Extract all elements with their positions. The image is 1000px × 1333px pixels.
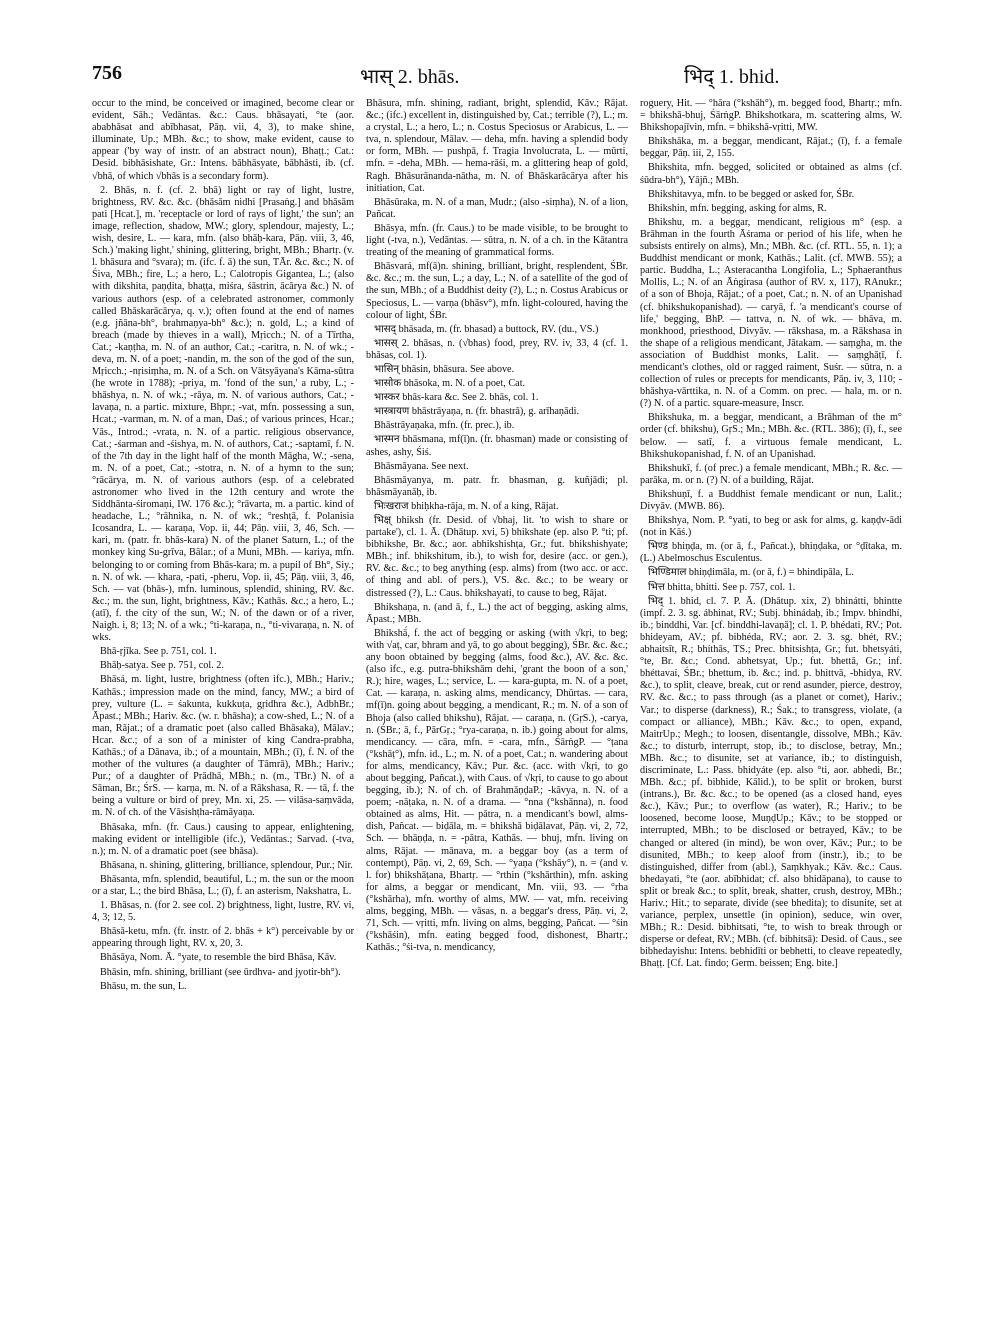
dictionary-entry: roguery, Hit. — °hāra (°kshāh°), m. begged food, Bhartṛ.; mfn. = bhikshā-bhuj, ŚārṅgP. Bhikshotkara, m. scattering alms, W. Bhikshopajīvin, mfn. = bhikshā-vṛitti, MW. (640, 98, 902, 134)
dictionary-entry: Bhāsūraka, m. N. of a man, Mudr.; (also -siṃha), N. of a lion, Pañcat. (366, 196, 628, 220)
dictionary-entry: 1. Bhāsas, n. (for 2. see col. 2) brightness, light, lustre, RV. vi, 4, 3; 12, 5. (92, 900, 354, 924)
dictionary-entry: Bhāsvará, mf(ā)n. shining, brilliant, bright, resplendent, ŚBr. &c. &c.; m. the sun, L.; a day, L.; N. of a satellite of the god of the sun, MBh.; of a Buddhist deity (?), L.; n. Costus Arabicus or Speciosus, L. — varṇa (bhāsv°), mfn. light-coloured, having the colour of light, ŚBr. (366, 261, 628, 321)
dictionary-entry: Bhā-ṛjīka. See p. 751, col. 1. (100, 646, 217, 658)
dictionary-entry: भासोक bhāsoka, m. N. of a poet, Cat. (374, 378, 526, 390)
page-header (92, 62, 912, 90)
dictionary-entry: Bhāsu, m. the sun, L. (100, 980, 187, 992)
dictionary-entry: Bhāsura, mfn. shining, radiant, bright, splendid, Kāv.; Rājat. &c.; (ifc.) excellent in, distinguished by, Cat.; terrible (?), L.; m. a crystal, L.; a hero, L.; n. Costus Speciosus or Arabicus, L. — tva, n. splendour, Mālav. — deha, mfn. having a splendid body or form, MBh. — pushpā, f. Tragia Involucrata, L. — mūrti, mfn. = -deha, MBh. — hema-rāśi, m. a glittering heap of gold, Ragh. Bhāsurānanda-nātha, m. N. of Bhāskarācārya after his initiation, Cat. (366, 98, 628, 194)
dictionary-entry: भासस् 2. bhāsas, n. (√bhas) food, prey, RV. iv, 33, 4 (cf. 1. bhāsas, col. 1). (366, 337, 628, 361)
dictionary-entry: भास्मन bhāsmana, mf(ī)n. (fr. bhasman) made or consisting of ashes, ashy, Śiś. (366, 434, 628, 458)
dictionary-entry: भासद् bhāsada, m. (fr. bhasad) a buttock, RV. (du., VS.) (374, 323, 599, 335)
dictionary-entry: भिक्ष् bhiksh (fr. Desid. of √bhaj, lit. 'to wish to share or partake'), cl. 1. Ā. (Dhātup. xvi, 5) bhikshate (ep. also P. °ti; pf. bibhikshe, Br. &c.; aor. abhikshishṭa, Gr.; fut. bhikshishyate; MBh.; inf. bhikshitum, ib.), to wish for, desire (acc. or gen.), RV. &c. &c.; to beg anything (esp. alms) from (two acc. or acc. of thing and abl. of pers.), VS. &c. &c.; to be weary or distressed (?), L.: Caus. bhikshayati, to cause to beg, Rājat. (366, 515, 628, 599)
column-left (92, 98, 354, 1323)
dictionary-entry: Bhāsana, n. shining, glittering, brilliance, splendour, Pur.; Nir. (100, 859, 353, 871)
column-right (640, 98, 902, 1323)
dictionary-entry: भास्कर bhās-kara &c. See 2. bhās, col. 1. (374, 392, 539, 404)
dictionary-entry: Bhikshya, Nom. P. °yati, to beg or ask for alms, g. kaṇḍv-ādi (not in Kāś.) (640, 515, 902, 539)
right-headword: भिद् 1. bhid. (684, 66, 780, 88)
dictionary-entry: 2. Bhās, n. f. (cf. 2. bhā) light or ray of light, lustre, brightness, RV. &c. &c. (bhāsām nidhi [Prasaṅg.] and bhāsām pati [Hcat.], m. 'receptacle or lord of rays of light,' the sun'; an image, reflection, shadow, MW.; glory, splendour, majesty, L.; wish, desire, L. — kara, mfn. (also bhāḥ-kara, Pāṇ. viii, 3, 46, Sch.) 'making light,' shining, glittering, bright, MBh.; Bhartṛ. (v. l. bhāsura and °svara); m. (ifc. f. ā) the sun, TĀr. &c. &c.; N. of Śiva, MBh.; fire, L.; a hero, L.; Calotropis Gigantea, L.; (also with dikshita, paṇḍita, bhaṭṭa, miśra, śāstrin, ācārya &c.) N. of various authors (esp. of a celebrated astronomer, commonly called Bhāskarācārya, q. v.); often found at the end of names (e.g. jñāna-bh°, brahmaṇya-bh° &c.); n. gold, L.; a kind of breach (made by thieves in a wall), Mṛicch.; N. of a Tīrtha, Cat.; -kaṇṭha, m. N. of an author, Cat.; -caritra, n. N. of wk.; -deva, m. N. of a poet; -nandin, m. the son of the god of the sun, Mṛicch.; -nṛisiṃha, m. N. of a Sch. on Vātsyāyana's Kāma-sūtra (he wrote in 1788); -priya, m. 'fond of the sun,' a ruby, L.; -bhāshya, n. N. of wk.; -rāya, m. N. of various authors, Cat.; -lavaṇa, n. a partic. mixture, Bhpr.; -vat, mfn. possessing a sun, Hcat.; -varman, m. N. of a man, Daś.; of various princes, Hcar.; Vās., Introd.; -vrata, n. N. of a partic. religious observance, Cat.; -śarman and -śishya, m. N. of authors, Cat.; -saptamī, f. N. of the 7th day in the light half of the month Māgha, W.; -sena, m. N. of a poet, Cat.; -stotra, n. N. of a hymn to the sun; °rācārya, m. N. of various authors (esp. of a celebrated astronomer who lived in the 12th century and wrote the Siddhānta-śiromaṇi, IW. 176 &c.); °rāvarta, m. a partic. kind of headache, L.; °rāhnika, n. N. of wk.; °reshṭā, f. Polanisia Icosandra, L. — karaṇa, Vop. ii, 44; Pāṇ. viii, 3, 46, Sch. — kari, m. (patr. fr. bhās-kara) N. of the planet Saturn, L.; of the monkey king Su-grīva, Bālar.; of a Muni, MBh. — kariya, mfn. belonging to or coming from Bhās-kara; m. a pupil of Bh°, Siy.; n. N. of wk. — khara, -pati, -pheru, Vop. ii, 45; Pāṇ. viii, 3, 46, Sch. — vat (bhās-), mfn. luminous, splendid, shining, RV. &c. &c.; m. the sun, light, brightness, Kāv.; Kathās. &c.; a hero, L.; (atī), f. the city of the sun, W.; N. of the dawn or of a river, Naigh. i, 8; 13; N. of a wk.; °ti-karaṇa, n., °ti-vivaraṇa, n. N. of wks. (92, 184, 354, 644)
dictionary-entry: भिण्डिमाल bhiṇḍimāla, m. (or ā, f.) = bhindipāla, L. (648, 567, 854, 579)
dictionary-entry: भित्त bhitta, bhitti. See p. 757, col. 1. (648, 581, 796, 593)
dictionary-entry: Bhāsāya, Nom. Ā. °yate, to resemble the bird Bhāsa, Kāv. (100, 952, 337, 964)
dictionary-entry: भास्त्रायण bhāstrāyaṇa, n. (fr. bhastrā), g. arīhaṇādi. (374, 406, 580, 418)
dictionary-entry: Bhikshaṇa, n. (and ā, f., L.) the act of begging, asking alms, Āpast.; MBh. (366, 601, 628, 625)
dictionary-entry: Bhāsaka, mfn. (fr. Caus.) causing to appear, enlightening, making evident or intelligible (ifc.), Vedāntas.; Sarvad. (-tva, n.); m. N. of a dramatic poet (see bhāsa). (92, 821, 354, 857)
dictionary-entry: Bhāsā-ketu, mfn. (fr. instr. of 2. bhās + k°) perceivable by or appearing through light, RV. x, 20, 3. (92, 926, 354, 950)
dictionary-entry: Bhikshuka, m. a beggar, mendicant, a Brāhman of the m° order (cf. bhikshu), GṛS.; Mn.; MBh. &c. (RTL. 386); (ī), f., see below. — satī, f. a virtuous female mendicant, L. Bhikshukopanishad, f. N. of an Upanishad. (640, 412, 902, 460)
dictionary-entry: Bhāsmāyana. See next. (374, 460, 469, 472)
dictionary-entry: Bhāḥ-satya. See p. 751, col. 2. (100, 660, 224, 672)
dictionary-entry: occur to the mind, be conceived or imagined, become clear or evident, Sāh.; Vedāntas. &c.: Caus. bhāsayati, °te (aor. ababhāsat and abībhasat, Pāṇ. vii, 4, 3), to make shine, illuminate, Up.; MBh. &c.; to show, make evident, cause to appear ('by way of instr. of an abstract noun), Bhaṭṭ.; Cat.: Desid. bibhāsishate, Gr.: Intens. bābhāsyate, bābhāsti, ib. (cf. √bhā, of which √bhās is a secondary form). (92, 98, 354, 182)
dictionary-entry: भिद् 1. bhid, cl. 7. P. Ā. (Dhātup. xix, 2) bhinátti, bhintte (impf. 2. 3. sg. ábhinat, RV.; Subj. bhinádaḥ, ib.; Impv. bhindhí, ib.; binddhi, Var. [cf. binddhi-lavaṇā]; cl. 1. P. bhédati, RV.; Pot. bhideyam, AV.; pf. bibhéda, RV.; aor. 2. 3. sg. bhét, RV.; abhaitsīt, R.; bhíthās, TS.; Prec. bhitsishṭa, Gr.; fut. bhetsyáti, °te, Br. &c.; Cond. abhetsyat, Up.; fut. bhettā, Gr.; inf. bhéttavaí, ŚBr.; bhettum, ib. &c.; ind. p. bhittvā, -bhidya, RV. &c.), to split, cleave, break, cut or rend asunder, pierce, destroy, RV. &c. &c.; to pass through (as a planet or comet), Hariv.; Var.; to disperse (darkness), R.; Śak.; to transgress, violate, (a compact or alliance), MBh.; Kāv. &c.; to open, expand, MaitrUp.; Megh.; to loosen, disentangle, dissolve, MBh.; Kāv. &c.; to disturb, interrupt, stop, ib.; to disclose, betray, Mn.; MBh. &c.; to disunite, set at variance, ib.; to distinguish, discriminate, L.: Pass. bhidyáte (ep. also °ti, aor. abhedi, Br.; MBh. &c.; pf. bibhide, Kālid.), to be split or broken, burst (intrans.), Br. &c. &c.; to be opened (as a closed hand, eyes &c.), Kāv.; Pur.; to overflow (as water), R.; Hariv.; to be loosened, become loose, MuṇḍUp.; Kāv.; to be stopped or interrupted, MBh.; to be disclosed or betrayed, Kāv.; to be changed or altered (in mind), be won over, Kāv.; Pur.; to be disunited, MBh.; to keep aloof from (instr.), ib.; to be distinguished, differ from (abl.), Saṃkhyak.; Kāv. &c.: Caus. bhedayati, °te (aor. abībhidat; cf. also bhidāpana), to cause to split or break &c.; to split, break, shatter, crush, destroy, MBh.; Hariv.; Hit.; to separate, divide (see bhedita); to disunite, set at variance, perplex, unsettle (in opinion), seduce, win over, MBh.; R.: Desid. bibhitsati, °te, to wish to break through or disperse or defeat, RV.; MBh. (cf. bibhitsā): Desid. of Caus., see bibhedayishu: Intens. bebhidīti or bebhetti, to cleave repeatedly, Bhaṭṭ. [Cf. Lat. findo; Germ. beissen; Eng. bite.] (640, 595, 902, 970)
page-number: 756 (92, 62, 122, 84)
dictionary-entry: Bhikshā́, f. the act of begging or asking (with √kṛi, to beg; with √aṭ, car, bhram and yā, to go about begging), ŚBr. &c. &c.; any boon obtained by begging (alms, food &c.), AV. &c. &c. (also ifc., e.g. putra-bhikshām dehi, 'grant the boon of a son,' R.); hire, wages, L.; service, L. — kara-gupta, m. N. of a poet, Cat. — karaṇa, n. asking alms, mendicancy, Dhūrtas. — cara, mf(ī)n. going about begging, a mendicant, R.; m. N. of a son of Bhoja (also called bhikshu), Rājat. — caraṇa, n. (GṛS.), -carya, n. (ŚBr.; ā, f., PārGṛ.; °rya-caraṇa, n. ib.) going about for alms, mendicancy. — cāra, mfn. = -cara, mfn., ŚārṅgP. — °ṭana (°kshāṭ°), mfn. id., L.; m. N. of a poet, Cat.; n. wandering about for alms, mendicancy, Kāv.; Pur. &c. (acc. with √kṛi, to go about begging, Pañcat.), with Caus. of √kṛi, to cause to go about begging, ib.); N. of ch. of BrahmāṇḍaP.; -kāvya, n. N. of a poem; -nāṭaka, n. N. of a drama. — °nna (°kshānna), n. food obtained as alms, Hit. — pātra, n. a mendicant's bowl, alms-dish, Pañcat. — biḍāla, m. = bhikshā biḍālavat, Pāṇ. vi, 2, 72, Sch. — bhāṇḍa, n. = -pātra, Kathās. — bhuj, mfn. living on alms, Rājat. — mānava, m. a beggar boy (as a term of contempt), Pāṇ. vi, 2, 69, Sch. — °yaṇa (°kshāy°), n. = (and v. l. for) bhikshāṭana, Bhartṛ. — °rthin (°kshārthin), mfn. asking for alms, a beggar or mendicant, Mn. viii, 93. — °rha (°kshārha), mfn. worthy of alms, MW. — vat, mfn. receiving alms, begging, MBh. — vāsas, n. a beggar's dress, Pāṇ. vi, 2, 71, Sch. — vṛitti, mfn. living on alms, begging, Pañcat. — °śin (°kshāśin), mfn. eating begged food, dishonest, Bhartṛ.; Kathās.; °śi-tva, n. mendicancy, (366, 627, 628, 954)
dictionary-entry: भिःखराज bhiḥkha-rāja, m. N. of a king, Rājat. (374, 500, 559, 512)
dictionary-entry: Bhikshukī, f. (of prec.) a female mendicant, MBh.; R. &c. — parāka, m. or n. (?) N. of a building, Rājat. (640, 462, 902, 486)
dictionary-entry: Bhāsanta, mfn. splendid, beautiful, L.; m. the sun or the moon or a star, L.; the bird Bhāsa, L.; (ī), f. an asterism, Nakshatra, L. (92, 873, 354, 897)
dictionary-entry: Bhāsmāyanya, m. patr. fr. bhasman, g. kuñjādi; pl. bhāsmāyanāḥ, ib. (366, 474, 628, 498)
dictionary-entry: Bhāsya, mfn. (fr. Caus.) to be made visible, to be brought to light (-tva, n.), Vedāntas. — sūtra, n. N. of a ch. in the Kātantra treating of the meaning of grammatical forms. (366, 222, 628, 259)
dictionary-entry: Bhikshitavya, mfn. to be begged or asked for, ŚBr. (648, 188, 855, 200)
dictionary-entry: Bhikshāka, m. a beggar, mendicant, Rājat.; (ī), f. a female beggar, Pāṇ. iii, 2, 155. (640, 136, 902, 160)
column-middle (366, 98, 628, 1323)
dictionary-entry: Bhāsá, m. light, lustre, brightness (often ifc.), MBh.; Hariv.; Kathās.; impression made on the mind, fancy, MW.; a bird of prey, vulture (L. = śakunta, kukkuṭa, gṛidhra &c.), AdbhBr.; Āpast.; MBh.; Hariv. &c. (w. r. bhāsha); a cow-shed, L.; N. of a man, Rājat.; of a dramatic poet (also called Bhāsaka), Mālav.; Hcar. &c.; of a son of a minister of king Candra-prabha, Kathās.; of a Dānava, ib.; of a mountain, MBh.; (ī), f. N. of the mother of the vultures (a daughter of Tāmrā), MBh.; Hariv.; Pur.; of a daughter of Prādhā, MBh.; n. (m., TBr.) N. of a Sāman, Br.; ŚrS. — karṇa, m. N. of a Rākshasa, R. — tā, f. the being a vulture or bird of prey, Mn. xi, 25. — vilāsa-saṃvāda, m. N. of ch. of the Vāsishṭha-rāmāyaṇa. (92, 674, 354, 819)
dictionary-entry: Bhāstrāyaṇaka, mfn. (fr. prec.), ib. (374, 420, 515, 432)
dictionary-entry: Bhikshu, m. a beggar, mendicant, religious m° (esp. a Brāhman in the fourth Āśrama or period of his life, when he subsists entirely on alms), Mn.; MBh. &c. (cf. RTL. 55, n. 1); a Buddhist mendicant or monk, Kathās.; Lalit. (cf. MWB. 55); a partic. Buddha, L.; Asteracantha Longifolia, L.; Sphaeranthus Mollis, L.; N. of an Āṅgirasa (author of RV. x, 117), RAnukr.; of a son of Bhoja, Rājat.; of a poet, Cat.; n. N. of an Upanishad (cf. bhikshukopanishad). — caryā, f. 'a mendicant's course of life,' begging, BhP. — tattva, n. N. of wk. — bhāva, m. monkhood, priesthood, Divyāv. — rākshasa, m. a Rākshasa in the shape of a religious mendicant, Jātakam. — saṃgha, m. the association of Buddhist monks, Lalit. — saṃghāṭī, f. mendicant's clothes, old or ragged raiment, Suśr. — sūtra, n. a collection of rules or precepts for mendicants, Pāṇ. iv, 3, 110; -bhāshya-vārttika, n. N. of a Comm. on prec. — hala, m. or n. (?) N. of a partic. square-measure, Inscr. (640, 216, 902, 410)
dictionary-entry: भासिन् bhāsin, bhāsura. See above. (374, 363, 515, 375)
dictionary-entry: भिण्ड bhiṇḍa, m. (or ā, f., Pañcat.), bhiṇḍaka, or °ḍītaka, m. (L.) Abelmoschus Esculentus. (640, 541, 902, 565)
left-headword: भास् 2. bhās. (360, 66, 460, 88)
dictionary-entry: Bhikshin, mfn. begging, asking for alms, R. (648, 202, 827, 214)
dictionary-entry: Bhikshita, mfn. begged, solicited or obtained as alms (cf. śūdra-bh°), Yājñ.; MBh. (640, 162, 902, 186)
dictionary-entry: Bhikshuṇī, f. a Buddhist female mendicant or nun, Lalit.; Divyāv. (MWB. 86). (640, 488, 902, 512)
dictionary-entry: Bhāsin, mfn. shining, brilliant (see ūrdhva- and jyotir-bh°). (100, 966, 341, 978)
